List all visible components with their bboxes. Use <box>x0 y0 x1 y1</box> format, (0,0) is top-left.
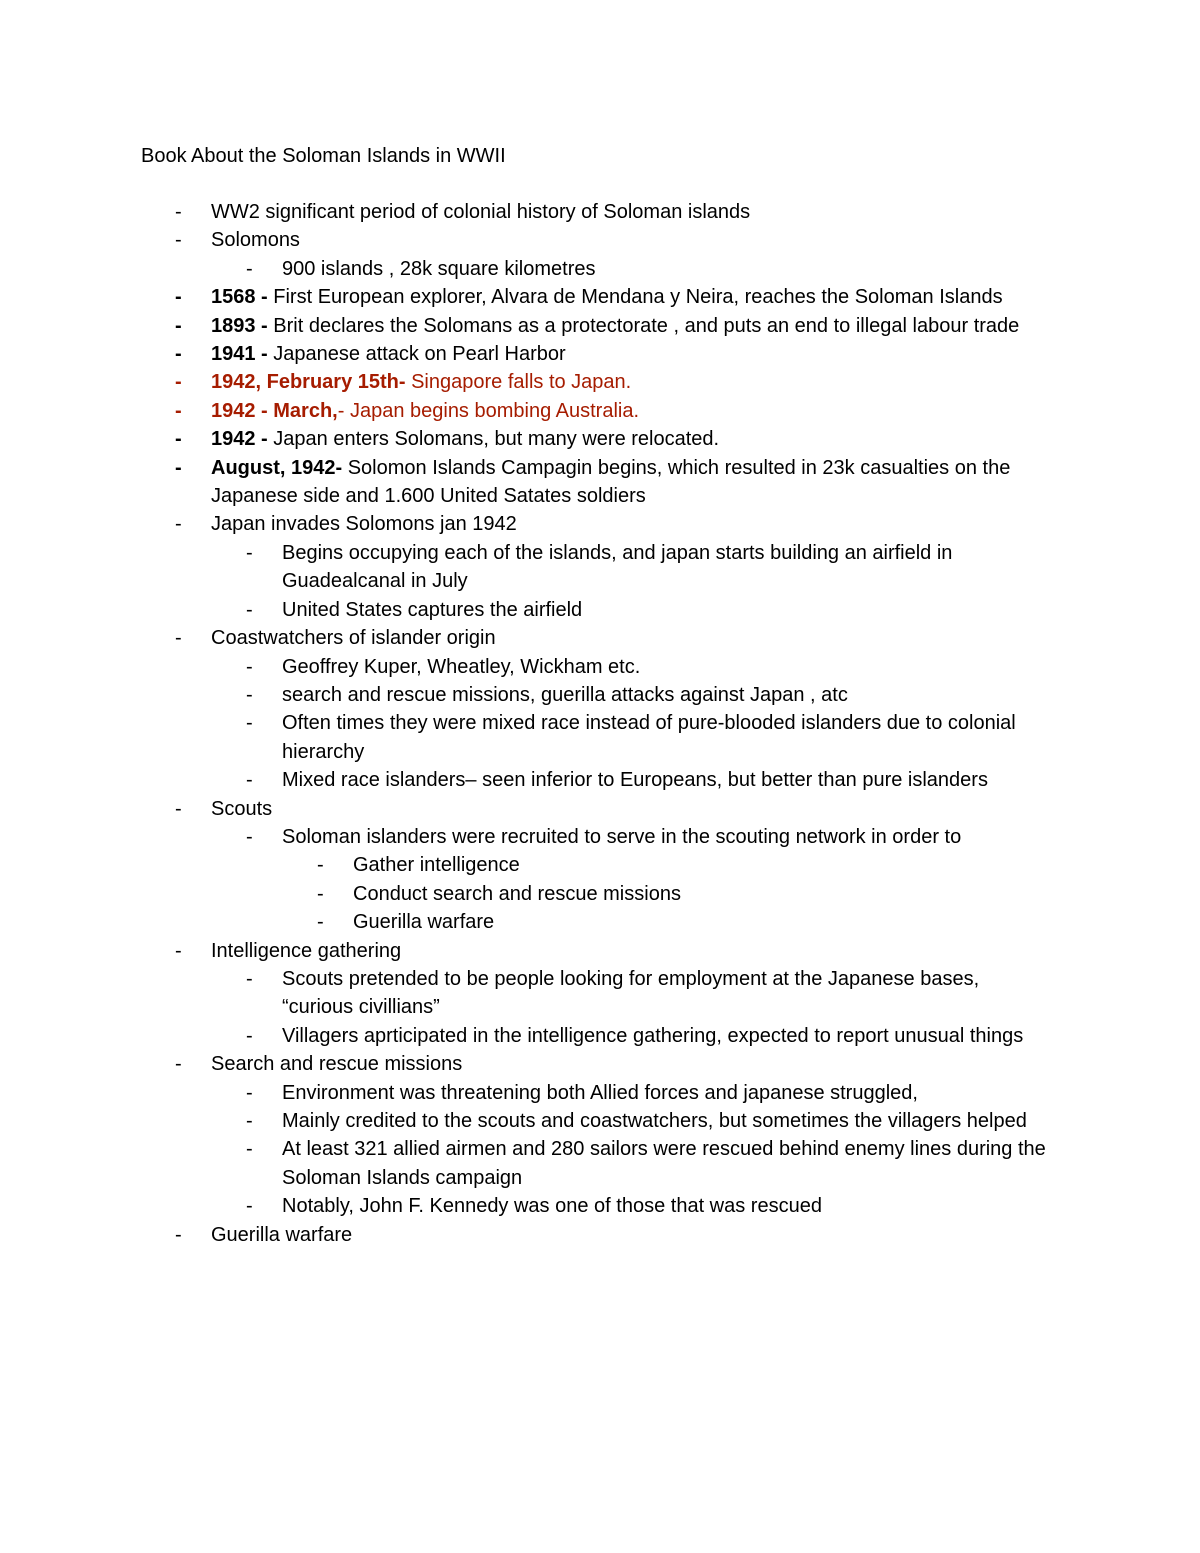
list-item-body: Japanese attack on Pearl Harbor <box>267 343 566 366</box>
list-item <box>0 226 1200 254</box>
list-item-text <box>211 454 1051 511</box>
list-item-text <box>211 368 1051 396</box>
bullet-dash: - <box>175 229 182 252</box>
bullet-dash: - <box>175 286 182 309</box>
bullet-dash: - <box>175 428 182 451</box>
list-item-text <box>211 1050 1051 1078</box>
list-item-body: At least 321 allied airmen and 280 sailors were rescued behind enemy lines during the Soloman Islands campaign <box>282 1138 1046 1189</box>
list-item-text <box>211 397 1051 425</box>
list-item <box>0 624 1200 652</box>
list-item <box>0 368 1200 396</box>
list-item-body: Intelligence gathering <box>211 939 402 962</box>
list-item <box>0 340 1200 368</box>
list-item-text <box>353 908 1053 936</box>
list-item <box>0 539 1200 596</box>
bullet-dash: - <box>246 1138 253 1161</box>
bullet-dash: - <box>175 627 182 650</box>
list-item <box>0 681 1200 709</box>
list-item-body: Guerilla warfare <box>353 911 495 934</box>
list-item-body: Soloman islanders were recruited to serve in the scouting network in order to <box>282 825 962 848</box>
list-item-body: Japan enters Solomans, but many were relocated. <box>267 428 720 451</box>
list-item <box>0 709 1200 766</box>
list-item-text <box>211 283 1051 311</box>
bullet-dash: - <box>175 314 182 337</box>
list-item-text <box>282 709 1052 766</box>
list-item-text <box>211 312 1051 340</box>
list-item-text <box>282 766 1052 794</box>
bullet-dash: - <box>175 513 182 536</box>
list-item-text <box>282 823 1052 851</box>
bullet-dash: - <box>175 797 182 820</box>
document-title: Book About the Soloman Islands in WWII <box>141 145 506 167</box>
list-item-body: Coastwatchers of islander origin <box>211 627 496 650</box>
bullet-dash: - <box>175 939 182 962</box>
bullet-dash: - <box>317 911 324 934</box>
list-item-body: - Japan begins bombing Australia. <box>337 399 640 422</box>
list-item-text <box>282 596 1052 624</box>
list-item <box>0 397 1200 425</box>
list-item <box>0 766 1200 794</box>
bullet-dash: - <box>246 1195 253 1218</box>
list-item-body: Japan invades Solomons jan 1942 <box>211 513 517 536</box>
list-item-text <box>211 425 1051 453</box>
list-item <box>0 510 1200 538</box>
list-item-text <box>211 340 1051 368</box>
list-item <box>0 283 1200 311</box>
list-item-text <box>282 1022 1052 1050</box>
list-item-text <box>211 795 1051 823</box>
list-item-body: 900 islands , 28k square kilometres <box>282 257 596 280</box>
list-item-bold-label: 1568 - <box>211 286 268 309</box>
list-item-body: Conduct search and rescue missions <box>353 882 681 905</box>
list-item-body: United States captures the airfield <box>282 598 583 621</box>
list-item <box>0 425 1200 453</box>
bullet-dash: - <box>317 882 324 905</box>
bullet-dash: - <box>246 769 253 792</box>
bullet-list <box>0 198 1200 1249</box>
list-item-text <box>282 681 1052 709</box>
list-item-body: Solomons <box>211 229 300 252</box>
list-item-body: Environment was threatening both Allied forces and japanese struggled, <box>282 1081 918 1104</box>
list-item <box>0 653 1200 681</box>
bullet-dash: - <box>246 825 253 848</box>
bullet-dash: - <box>246 598 253 621</box>
list-item <box>0 596 1200 624</box>
list-item-text <box>211 226 1051 254</box>
list-item-body: First European explorer, Alvara de Mendana y Neira, reaches the Soloman Islands <box>267 286 1003 309</box>
list-item-text <box>211 624 1051 652</box>
list-item-text <box>211 510 1051 538</box>
list-item-text <box>211 937 1051 965</box>
list-item-body: Often times they were mixed race instead of pure-blooded islanders due to colonial hierarchy <box>282 712 1016 763</box>
list-item <box>0 198 1200 226</box>
list-item-body: search and rescue missions, guerilla attacks against Japan , atc <box>282 683 848 706</box>
bullet-dash: - <box>246 712 253 735</box>
list-item <box>0 454 1200 511</box>
list-item <box>0 1135 1200 1192</box>
list-item-body: Notably, John F. Kennedy was one of those that was rescued <box>282 1195 822 1218</box>
bullet-dash: - <box>317 854 324 877</box>
list-item-text <box>282 1135 1052 1192</box>
list-item-bold-label: August, 1942- <box>211 456 343 479</box>
bullet-dash: - <box>175 343 182 366</box>
list-item-body: Guerilla warfare <box>211 1223 353 1246</box>
list-item-body: Brit declares the Solomans as a protectorate , and puts an end to illegal labour trade <box>267 314 1020 337</box>
list-item-body: Mainly credited to the scouts and coastwatchers, but sometimes the villagers helped <box>282 1110 1027 1132</box>
bullet-dash: - <box>175 1053 182 1076</box>
list-item-body: Begins occupying each of the islands, and japan starts building an airfield in Guadealcanal in July <box>282 541 953 593</box>
list-item-body: Villagers aprticipated in the intelligence gathering, expected to report unusual things <box>282 1024 1024 1047</box>
list-item <box>0 851 1200 879</box>
bullet-dash: - <box>175 371 182 394</box>
bullet-dash: - <box>175 456 182 479</box>
list-item-bold-label: 1942 - March, <box>211 399 338 422</box>
bullet-dash: - <box>246 1110 253 1132</box>
list-item <box>0 880 1200 908</box>
list-item-bold-label: 1942 - <box>211 428 268 451</box>
list-item <box>0 1079 1200 1107</box>
bullet-dash: - <box>175 201 182 223</box>
bullet-dash: - <box>246 683 253 706</box>
list-item-text <box>282 653 1052 681</box>
list-item-text <box>282 1107 1052 1135</box>
list-item-text <box>211 198 1051 226</box>
list-item-body: Search and rescue missions <box>211 1053 463 1076</box>
list-item-text <box>353 880 1053 908</box>
list-item-bold-label: 1941 - <box>211 343 268 366</box>
bullet-dash: - <box>246 967 253 990</box>
list-item-bold-label: 1942, February 15th- <box>211 371 406 394</box>
list-item-body: Singapore falls to Japan. <box>405 371 632 394</box>
list-item <box>0 255 1200 283</box>
list-item <box>0 795 1200 823</box>
list-item <box>0 908 1200 936</box>
list-item-body: Gather intelligence <box>353 854 520 877</box>
list-item-body: Scouts <box>211 797 273 820</box>
list-item-text <box>353 851 1053 879</box>
bullet-dash: - <box>246 257 253 280</box>
list-item <box>0 965 1200 1022</box>
list-item-text <box>282 965 1052 1022</box>
list-item-text <box>282 255 1052 283</box>
list-item-text <box>211 1221 1051 1249</box>
list-item <box>0 312 1200 340</box>
list-item <box>0 1192 1200 1220</box>
list-item-body: Scouts pretended to be people looking for employment at the Japanese bases, “curious civillians” <box>282 967 980 1019</box>
bullet-dash: - <box>246 655 253 678</box>
list-item <box>0 823 1200 851</box>
list-item-body: Mixed race islanders– seen inferior to Europeans, but better than pure islanders <box>282 769 988 792</box>
bullet-dash: - <box>175 1223 182 1246</box>
list-item-text <box>282 1079 1052 1107</box>
list-item-body: Solomon Islands Campagin begins, which resulted in 23k casualties on the Japanese side and 1.600 United Satates soldiers <box>211 456 1011 508</box>
list-item <box>0 1022 1200 1050</box>
bullet-dash: - <box>246 541 253 564</box>
list-item-text <box>282 539 1052 596</box>
list-item <box>0 1050 1200 1078</box>
list-item <box>0 1221 1200 1249</box>
bullet-dash: - <box>246 1024 253 1047</box>
list-item-bold-label: 1893 - <box>211 314 268 337</box>
list-item-body: WW2 significant period of colonial history of Soloman islands <box>211 201 751 223</box>
bullet-dash: - <box>246 1081 253 1104</box>
list-item <box>0 1107 1200 1135</box>
list-item <box>0 937 1200 965</box>
bullet-dash: - <box>175 399 182 422</box>
list-item-text <box>282 1192 1052 1220</box>
list-item-body: Geoffrey Kuper, Wheatley, Wickham etc. <box>282 655 641 678</box>
